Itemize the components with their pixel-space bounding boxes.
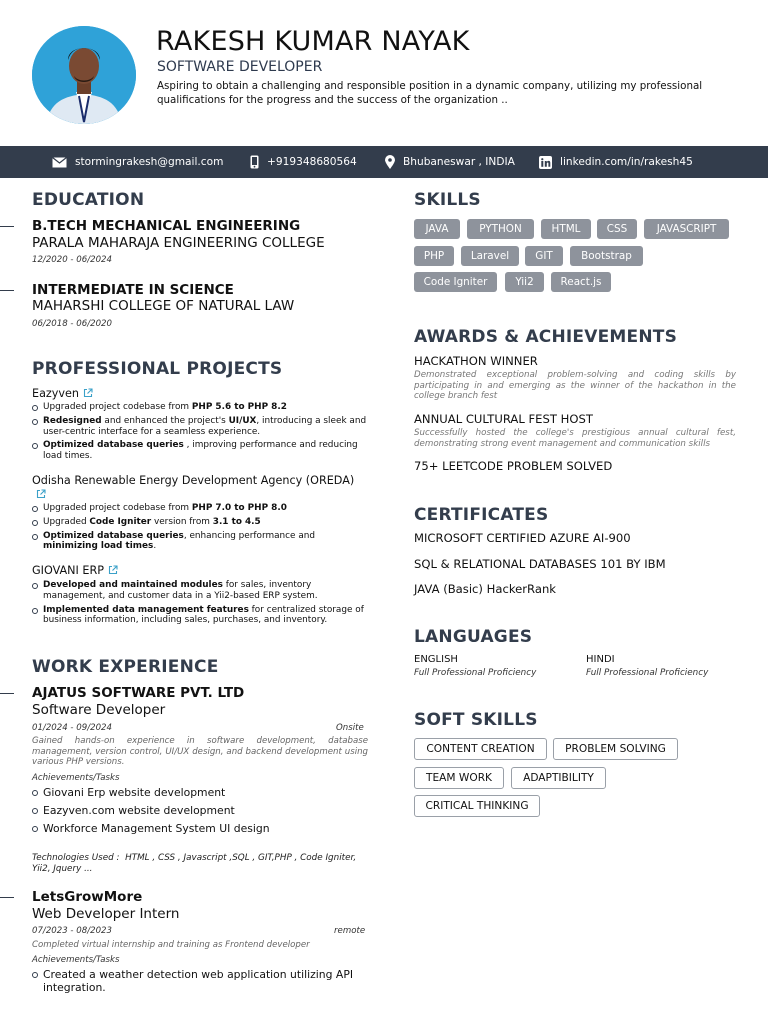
soft-skill-tag: CONTENT CREATION <box>414 738 547 760</box>
soft-skill-tag: TEAM WORK <box>414 767 504 789</box>
email-contact[interactable] <box>52 146 223 178</box>
soft-skills-heading: SOFT SKILLS <box>414 710 538 730</box>
email-text: stormingrakesh@gmail.com <box>75 156 224 168</box>
language-name: HINDI <box>586 654 615 665</box>
soft-skill-tag: CRITICAL THINKING <box>414 795 540 817</box>
location-pin-icon <box>385 155 395 169</box>
work-dates: 07/2023 - 08/2023 <box>32 926 112 936</box>
timeline-marker <box>0 693 14 694</box>
work-mode: remote <box>334 926 366 936</box>
position-title: Software Developer <box>32 702 166 718</box>
timeline-marker <box>0 226 14 227</box>
skill-tag: HTML <box>541 219 591 239</box>
skill-tag: Laravel <box>461 246 519 266</box>
project-name: Eazyven <box>32 387 80 400</box>
company-name: AJATUS SOFTWARE PVT. LTD <box>32 685 245 701</box>
award-description: Successfully hosted the college's prestigious annual cultural fest, demonstrating strong event management and communication skills <box>414 428 736 449</box>
contact-bar <box>0 146 768 178</box>
linkedin-text: linkedin.com/in/rakesh45 <box>560 156 693 168</box>
project-bullets <box>32 402 372 465</box>
skill-tag: JAVA <box>414 219 460 239</box>
education-heading: EDUCATION <box>32 190 145 210</box>
awards-heading: AWARDS & ACHIEVEMENTS <box>414 327 678 347</box>
soft-skill-tag: PROBLEM SOLVING <box>553 738 678 760</box>
skill-tag: CSS <box>597 219 637 239</box>
resume-header <box>0 0 768 146</box>
technologies-used <box>32 853 372 875</box>
education-dates: 12/2020 - 06/2024 <box>32 255 112 265</box>
work-tasks <box>32 968 372 999</box>
education-school: MAHARSHI COLLEGE OF NATURAL LAW <box>32 298 295 314</box>
work-mode: Onsite <box>336 723 364 733</box>
language-name: ENGLISH <box>414 654 458 665</box>
skill-tag: PHP <box>414 246 454 266</box>
profile-photo <box>32 26 136 124</box>
task-item: Eazyven.com website development <box>32 804 372 817</box>
project-name: GIOVANI ERP <box>32 564 104 577</box>
education-dates: 06/2018 - 06/2020 <box>32 319 112 329</box>
task-item: Workforce Management System UI design <box>32 822 372 835</box>
task-item: Giovani Erp website development <box>32 786 372 799</box>
timeline-marker <box>0 290 14 291</box>
skill-tag: PYTHON <box>467 219 534 239</box>
technologies-label: Technologies Used : <box>32 853 120 863</box>
company-name: LetsGrowMore <box>32 889 143 905</box>
work-heading: WORK EXPERIENCE <box>32 657 219 677</box>
skill-tag: React.js <box>551 272 611 292</box>
projects-heading: PROFESSIONAL PROJECTS <box>32 359 283 379</box>
phone-contact[interactable] <box>250 146 357 178</box>
project-title <box>32 387 93 402</box>
task-item: Created a weather detection web application utilizing API integration. <box>32 968 372 994</box>
project-bullet: Upgraded project codebase from PHP 7.0 to PHP 8.0 <box>32 503 372 514</box>
linkedin-icon <box>539 156 552 169</box>
certificate-item: SQL & RELATIONAL DATABASES 101 BY IBM <box>414 557 666 571</box>
skill-tag: JAVASCRIPT <box>644 219 729 239</box>
project-bullet: Developed and maintained modules for sales, inventory management, and customer data in a Yii2-based ERP system. <box>32 580 372 602</box>
skill-tag: Code Igniter <box>414 272 497 292</box>
external-link-icon[interactable] <box>83 388 93 402</box>
education-degree: INTERMEDIATE IN SCIENCE <box>32 282 234 298</box>
project-title <box>32 474 362 503</box>
candidate-name: RAKESH KUMAR NAYAK <box>156 26 470 57</box>
skill-tag: Bootstrap <box>570 246 643 266</box>
linkedin-contact[interactable] <box>539 146 693 178</box>
project-bullets <box>32 503 372 555</box>
soft-skill-tag: ADAPTIBILITY <box>511 767 606 789</box>
project-bullet: Redesigned and enhanced the project's UI/UX, introducing a sleek and user-centric interface for a seamless experience. <box>32 416 372 438</box>
education-degree: B.TECH MECHANICAL ENGINEERING <box>32 218 301 234</box>
external-link-icon[interactable] <box>36 489 46 503</box>
award-title: HACKATHON WINNER <box>414 354 538 368</box>
technologies-list: HTML , CSS , Javascript ,SQL , GIT,PHP , Code Igniter, Yii2, Jquery ... <box>32 853 357 874</box>
work-description: Completed virtual internship and training as Frontend developer <box>32 940 310 950</box>
project-name: Odisha Renewable Energy Development Agency (OREDA) <box>32 474 355 487</box>
project-bullet: Optimized database queries , improving performance and reducing load times. <box>32 440 372 462</box>
certificates-heading: CERTIFICATES <box>414 505 549 525</box>
project-bullet: Upgraded project codebase from PHP 5.6 to PHP 8.2 <box>32 402 372 413</box>
timeline-marker <box>0 897 14 898</box>
work-description: Gained hands-on experience in software development, database management, version control, UI/UX design, and backend development using various PHP versions. <box>32 736 368 768</box>
project-title <box>32 564 118 579</box>
education-school: PARALA MAHARAJA ENGINEERING COLLEGE <box>32 235 325 251</box>
project-bullets <box>32 580 372 629</box>
award-title: ANNUAL CULTURAL FEST HOST <box>414 412 593 426</box>
phone-text: +919348680564 <box>267 156 357 168</box>
phone-icon <box>250 155 259 169</box>
position-title: Web Developer Intern <box>32 906 180 922</box>
project-bullet: Implemented data management features for centralized storage of business information, including sales, purchases, and inventory. <box>32 605 372 627</box>
skill-tag: GIT <box>525 246 563 266</box>
location-contact <box>385 146 515 178</box>
work-dates: 01/2024 - 09/2024 <box>32 723 112 733</box>
external-link-icon[interactable] <box>108 565 118 579</box>
project-bullet: Upgraded Code Igniter version from 3.1 to 4.5 <box>32 517 372 528</box>
award-title: 75+ LEETCODE PROBLEM SOLVED <box>414 459 613 473</box>
language-proficiency: Full Professional Proficiency <box>414 668 537 678</box>
certificate-item: JAVA (Basic) HackerRank <box>414 582 556 596</box>
certificate-item: MICROSOFT CERTIFIED AZURE AI-900 <box>414 531 631 545</box>
skills-heading: SKILLS <box>414 190 481 210</box>
skill-tag: Yii2 <box>505 272 544 292</box>
award-description: Demonstrated exceptional problem-solving and coding skills by participating in and emerging as the winner of the hackathon in the college branch fest <box>414 370 736 402</box>
project-bullet: Optimized database queries, enhancing performance and minimizing load times. <box>32 531 372 553</box>
achievements-label: Achievements/Tasks <box>32 773 120 783</box>
work-tasks <box>32 786 372 840</box>
envelope-icon <box>52 157 67 168</box>
languages-heading: LANGUAGES <box>414 627 533 647</box>
achievements-label: Achievements/Tasks <box>32 955 120 965</box>
language-proficiency: Full Professional Proficiency <box>586 668 709 678</box>
job-title: SOFTWARE DEVELOPER <box>157 59 323 75</box>
career-objective: Aspiring to obtain a challenging and responsible position in a dynamic company, utilizing my professional qualifications for the progress and the success of the organization .. <box>157 80 703 106</box>
location-text: Bhubaneswar , INDIA <box>403 156 515 168</box>
